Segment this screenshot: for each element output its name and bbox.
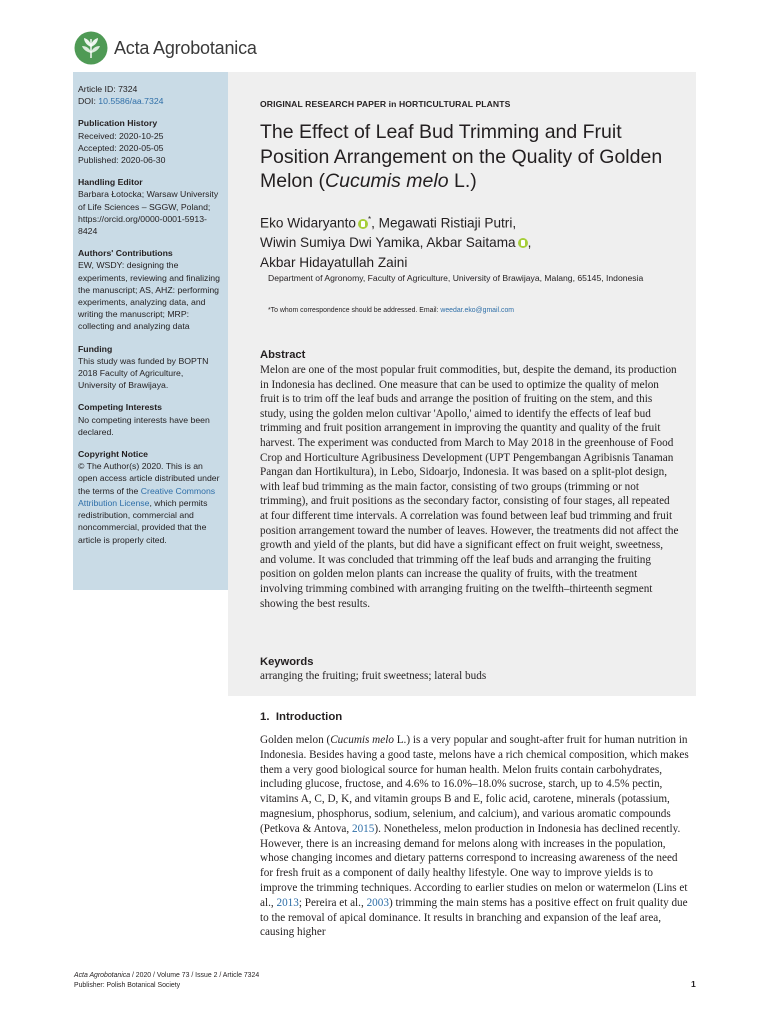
handling-editor-text: Barbara Łotocka; Warsaw University of Life Sciences – SGGW, Poland; https://orcid.org/0000-0001-5913-8424 xyxy=(78,189,219,237)
abstract-heading: Abstract xyxy=(260,349,306,361)
copyright-text-start: © The Author(s) 2020. This is an open access article distributed under the terms of the xyxy=(78,461,220,496)
footer-volume: / 2020 / Volume 73 / Issue 2 / Article 7324 xyxy=(130,972,260,979)
publication-history-heading: Publication History xyxy=(78,118,158,129)
author-name: Eko Widaryanto xyxy=(260,215,356,231)
citation-link[interactable]: 2013 xyxy=(276,896,299,909)
orcid-icon[interactable] xyxy=(518,238,528,248)
author-name: , Megawati Ristiaji Putri, xyxy=(371,215,517,231)
footer-citation xyxy=(74,971,259,981)
copyright-text-end: , which permits redistribution, commercial and noncommercial, provided that the article is properly cited. xyxy=(78,497,208,545)
article-title xyxy=(260,120,680,194)
page-footer xyxy=(74,971,259,992)
copyright-notice xyxy=(78,448,222,546)
license-link[interactable]: Creative Commons Attribution License xyxy=(78,485,216,508)
citation-link[interactable]: 2015 xyxy=(351,822,375,835)
correspondence xyxy=(268,307,668,314)
intro-species: Cucumis melo xyxy=(330,734,394,746)
authors-contributions-text: EW, WSDY: designing the experiments, reviewing and finalizing the manuscript; AS, AHZ: performing experiments, analyzing data, and writing the manuscript; MRP: collecting and analyzing data xyxy=(78,260,220,332)
authors-contributions-heading: Authors' Contributions xyxy=(78,248,173,259)
accepted-date: Accepted: 2020-05-05 xyxy=(78,142,164,153)
funding-text: This study was funded by BOPTN 2018 Faculty of Agriculture, University of Brawijaya. xyxy=(78,355,209,391)
email-link[interactable]: weedar.eko@gmail.com xyxy=(440,307,515,314)
journal-logo xyxy=(74,30,257,66)
competing-interests xyxy=(78,401,222,438)
competing-interests-text: No competing interests have been declared. xyxy=(78,414,210,437)
title-main: The Effect of Leaf Bud Trimming and Fruit Position Arrangement on the Quality of Golden Melon ( xyxy=(260,121,663,192)
introduction-heading: 1. Introduction xyxy=(260,711,343,723)
intro-part: L.) is a very popular and sought-after fruit for human nutrition in Indonesia. Besides having a good taste, melons have a rich chemical composition, which makes them a very good biological source for human health. Melon fruits contain carbohydrates, including glucose, fructose, and 4.6% to 16.0%–18.0% sucrose, starch, up to 4.5% pectin, vitamins A, C, D, K, and vitamin groups B and E, folic acid, carotene, minerals (potassium, magnesium, phosphorus, sodium, selenium, and calcium), and various aromatic compounds (Petkova & Antova, xyxy=(260,734,689,835)
article-info-sidebar xyxy=(73,72,228,590)
article-id: Article ID: 7324 xyxy=(78,84,138,94)
intro-part: ) trimming the main stems has a positive effect on fruit quality due to the removal of apical dominance. It results in branching and expansion of the leaf area, causing higher xyxy=(260,896,688,939)
author-name: Akbar Hidayatullah Zaini xyxy=(260,255,408,271)
orcid-icon[interactable] xyxy=(358,219,368,229)
leaf-logo-icon xyxy=(74,31,108,65)
keywords-heading: Keywords xyxy=(260,656,314,668)
article-category: ORIGINAL RESEARCH PAPER in HORTICULTURAL PLANTS xyxy=(260,99,511,109)
corresponding-mark: * xyxy=(367,215,372,224)
copyright-text xyxy=(78,460,222,545)
footer-journal: Acta Agrobotanica xyxy=(74,972,131,979)
author-name: Wiwin Sumiya Dwi Yamika, Akbar Saitama xyxy=(260,235,516,251)
doi xyxy=(78,95,222,107)
publication-history xyxy=(78,117,222,166)
handling-editor-heading: Handling Editor xyxy=(78,177,143,188)
keywords-text: arranging the fruiting; fruit sweetness; lateral buds xyxy=(260,670,487,682)
received-date: Received: 2020-10-25 xyxy=(78,130,164,141)
affiliation: Department of Agronomy, Faculty of Agriculture, University of Brawijaya, Malang, 65145, Indonesia xyxy=(268,273,644,283)
journal-name: Acta Agrobotanica xyxy=(114,37,257,58)
author-separator: , xyxy=(527,235,532,251)
authors-contributions xyxy=(78,247,222,332)
doi-link[interactable]: 10.5586/aa.7324 xyxy=(98,96,164,107)
introduction-text xyxy=(260,733,690,940)
copyright-heading: Copyright Notice xyxy=(78,449,148,460)
doi-label: DOI: xyxy=(78,96,99,107)
citation-link[interactable]: 2003 xyxy=(366,896,389,909)
competing-interests-heading: Competing Interests xyxy=(78,402,162,413)
funding xyxy=(78,343,222,392)
intro-part: Golden melon ( xyxy=(260,734,331,746)
page-number: 1 xyxy=(691,979,696,989)
author-list xyxy=(260,210,680,273)
title-species: Cucumis melo xyxy=(325,170,449,192)
published-date: Published: 2020-06-30 xyxy=(78,155,166,166)
article-id-block xyxy=(78,83,222,107)
correspondence-label: *To whom correspondence should be addressed. Email: xyxy=(268,307,441,314)
funding-heading: Funding xyxy=(78,343,113,354)
intro-part: ; Pereira et al., xyxy=(298,896,367,909)
title-end: L.) xyxy=(448,170,477,192)
handling-editor xyxy=(78,176,222,237)
intro-part: ). Nonetheless, melon production in Indonesia has declined recently. However, there is an increasing demand for melons along with increases in the population, whose changing incomes and dietary patterns correspond to increasing awareness of the need for fresh fruit as a component of daily healthy lifestyle. One way to improve yields is to improve the trimming techniques. According to earlier studies on melon or watermelon (Lins et al., xyxy=(260,822,688,909)
footer-publisher: Publisher: Polish Botanical Society xyxy=(74,982,181,990)
abstract-text: Melon are one of the most popular fruit commodities, but, despite the demand, its production in Indonesia has declined. One measure that can be used to optimize the quality of melon fruit is to trim off the leaf buds and arrange the position of fruiting on the stem, and this study, using the golden melon cultivar 'Apollo,' aimed to identify the effects of leaf bud trimming and fruit position arrangement in improving the quantity and quality of the fruit harvest. The experiment was conducted from March to May 2018 in the greenhouse of Food Crop and Horticulture Agribusiness Development (UPT Pengembangan Agribisnis Tanaman Pangan dan Hortikultura), in Lebo, Sidoarjo, Indonesia. It was based on a split-plot design, with leaf bud trimming as the main factor, consisting of two groups (trimming or not trimming), and fruit positions as the secondary factor, consisting of four stages, all repeated at four different time intervals. A correlation was found between leaf bud trimming and fruit position arrangement toward the number of leaves. However, the treatments did not affect the growth and yield of the plants, but did have a significant effect on fruit weight, sweetness, and volume. It was concluded that trimming off the leaf buds and arranging the fruiting position on golden melon plants can increase the quality of fruits, with the treatment involving trimming combined with arranging fruiting on the twelfth–thirteenth segment showing the best results. xyxy=(260,364,679,610)
